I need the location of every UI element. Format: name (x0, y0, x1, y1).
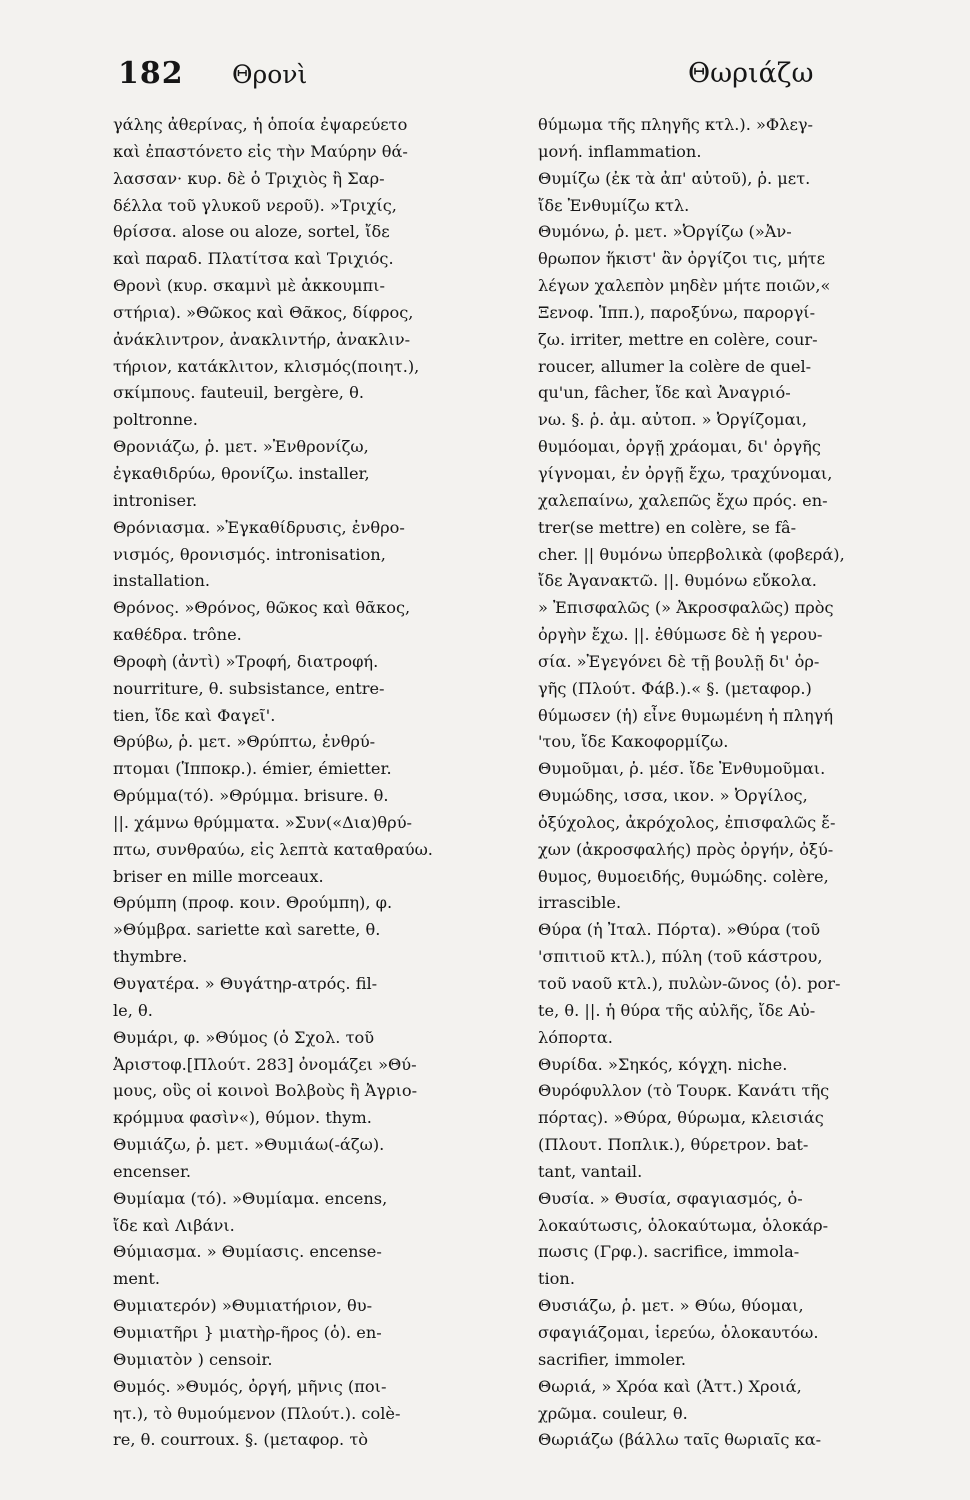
text-line: Θρύμπη (προφ. κοιν. Θρούμπη), φ. (113, 893, 393, 913)
text-line: γίγνομαι, ἐν ὀργῇ ἔχω, τραχύνομαι, (538, 463, 833, 483)
running-head-left: Θρονὶ (232, 60, 308, 89)
text-line: poltronne. (113, 410, 198, 430)
text-line: νισμός, θρονισμός. intronisation, (113, 544, 386, 564)
text-line: Θωριά, » Χρόα καὶ (Ἀττ.) Χροιά, (538, 1376, 802, 1396)
text-line: θυμόομαι, ὀργῇ χράομαι, δι' ὀργῆς (538, 437, 821, 457)
text-line: ment. (113, 1269, 161, 1289)
text-line: καὶ παραδ. Πλατίτσα καὶ Τριχιός. (113, 249, 394, 269)
text-line: πτω, συνθραύω, εἰς λεπτὰ καταθραύω. (113, 839, 433, 859)
text-line: Θυσιάζω, ῥ. μετ. » Θύω, θύομαι, (538, 1296, 804, 1316)
text-line: Ξενοφ. Ἱππ.), παροξύνω, παροργί- (538, 302, 816, 322)
text-line: στήρια). »Θῶκος καὶ Θᾶκος, δίφρος, (113, 302, 414, 322)
text-line: Θύμιασμα. » Θυμίασις. encense- (113, 1242, 382, 1262)
text-line: καὶ ἐπαστόνετο εἰς τὴν Μαύρην θά- (113, 141, 408, 161)
text-line: Θροφὴ (ἀντὶ) »Τροφή, διατροφή. (113, 651, 379, 671)
text-line: Θυμίζω (ἐκ τὰ ἀπ' αὐτοῦ), ῥ. μετ. (538, 168, 811, 188)
text-line: briser en mille morceaux. (113, 866, 324, 886)
text-line: installation. (113, 571, 211, 591)
text-line: le, θ. (113, 1000, 153, 1020)
text-line: ὀξύχολος, ἀκρόχολος, ἐπισφαλῶς ἔ- (538, 812, 836, 832)
text-line: θρωπον ἥκιστ' ἂν ὀργίζοι τις, μήτε (538, 249, 826, 269)
text-line: λοκαύτωσις, ὁλοκαύτωμα, ὁλοκάρ- (538, 1215, 829, 1235)
text-line: χαλεπαίνω, χαλεπῶς ἔχω πρός. en- (538, 490, 828, 510)
text-line: cher. || θυμόνω ὑπερβολικὰ (φοβερά), (538, 544, 845, 564)
text-line: νω. §. ῥ. ἀμ. αὐτοπ. » Ὀργίζομαι, (538, 410, 807, 430)
text-line: πωσις (Γρφ.). sacrifice, immola- (538, 1242, 800, 1262)
text-line: Θυγατέρα. » Θυγάτηρ-ατρός. fil- (113, 974, 378, 993)
text-line: » Ἐπισφαλῶς (» Ἀκροσφαλῶς) πρὸς (538, 598, 834, 618)
text-line: ἴδε καὶ Λιβάνι. (113, 1215, 235, 1235)
text-line: λασσαν· κυρ. δὲ ὁ Τριχιὸς ἢ Σαρ- (113, 168, 385, 188)
page-number: 182 (118, 56, 184, 91)
text-line: (Πλουτ. Ποπλικ.), θύρετρον. bat- (538, 1135, 809, 1155)
text-line: μονή. inflammation. (538, 141, 702, 161)
text-line: σκίμπους. fauteuil, bergère, θ. (113, 383, 364, 403)
text-line: τοῦ ναοῦ κτλ.), πυλὼν-ῶνος (ὁ). por- (538, 974, 841, 993)
text-line: te, θ. ||. ἡ θύρα τῆς αὐλῆς, ἴδε Αὐ- (538, 1000, 816, 1020)
text-line: trer(se mettre) en colère, se fâ- (538, 517, 797, 537)
text-line: γάλης ἀθερίνας, ἡ ὁποία ἐψαρεύετο (113, 115, 408, 134)
text-line: Θυμιατῆρι } μιατὴρ-ῆρος (ὁ). en- (113, 1322, 382, 1342)
text-line: ζω. irriter, mettre en colère, cour- (538, 329, 818, 349)
text-line: Θρονιάζω, ῥ. μετ. »Ἐνθρονίζω, (113, 437, 369, 457)
text-line: τήριον, κατάκλιτον, κλισμός(ποιητ.), (113, 356, 420, 376)
text-line: ||. χάμνω θρύμματα. »Συν(«Δια)θρύ- (113, 812, 413, 832)
text-line: tien, ἴδε καὶ Φαγεῖ'. (113, 705, 276, 725)
text-line: ητ.), τὸ θυμούμενον (Πλούτ.). colè- (113, 1403, 401, 1423)
text-line: »Θύμβρα. sariette καὶ sarette, θ. (113, 920, 381, 940)
text-line: re, θ. courroux. §. (μεταφορ. τὸ (113, 1430, 369, 1450)
text-line: qu'un, fâcher, ἴδε καὶ Ἀναγριό- (538, 383, 791, 403)
text-line: Θρονὶ (κυρ. σκαμνὶ μὲ ἀκκουμπι- (113, 276, 385, 296)
text-line: θύμωμα τῆς πληγῆς κτλ.). »Φλεγ- (538, 115, 813, 134)
text-line: πτομαι (Ἱπποκρ.). émier, émietter. (113, 759, 392, 779)
text-line: Θυσία. » Θυσία, σφαγιασμός, ὁ- (538, 1188, 803, 1208)
text-line: σία. »Ἐγεγόνει δὲ τῇ βουλῇ δι' ὀρ- (538, 651, 820, 671)
running-head-right: Θωριάζω (688, 58, 814, 89)
text-line: Θυμιατερόν) »Θυμιατήριον, θυ- (113, 1296, 373, 1316)
text-line: γῆς (Πλούτ. Φάβ.).« §. (μεταφορ.) (538, 678, 812, 698)
text-line: Θρόνιασμα. »Ἐγκαθίδρυσις, ἐνθρο- (113, 517, 405, 537)
text-line: Ἀριστοφ.[Πλούτ. 283] ὀνομάζει »Θύ- (113, 1054, 417, 1074)
page-header (0, 56, 970, 96)
text-line: Θυμίαμα (τό). »Θυμίαμα. encens, (113, 1188, 388, 1208)
text-line: κρόμμυα φασὶν«), θύμον. thym. (113, 1108, 372, 1128)
text-line: Θρύβω, ῥ. μετ. »Θρύπτω, ἐνθρύ- (113, 732, 376, 752)
text-line: θύμωσεν (ἡ) εἶνε θυμωμένη ἡ πληγή (538, 705, 834, 725)
text-line: ἐγκαθιδρύω, θρονίζω. installer, (113, 463, 370, 483)
text-line: λέγων χαλεπὸν μηδὲν μήτε ποιῶν,« (538, 276, 831, 296)
text-line: Θυμιατὸν ) censoir. (113, 1349, 273, 1369)
text-line: Θύρα (ἡ Ἰταλ. Πόρτα). »Θύρα (τοῦ (538, 920, 821, 940)
text-line: Θυρόφυλλον (τὸ Τουρκ. Κανάτι τῆς (538, 1081, 830, 1101)
text-line: Θυρίδα. »Σηκός, κόγχη. niche. (538, 1054, 788, 1074)
text-line: ἴδε Ἀγανακτῶ. ||. θυμόνω εὔκολα. (538, 571, 817, 591)
text-line: 'σπιτιοῦ κτλ.), πύλη (τοῦ κάστρου, (538, 947, 823, 967)
text-line: λόπορτα. (538, 1027, 613, 1047)
text-line: ἀνάκλιντρον, ἀνακλιντήρ, ἀνακλιν- (113, 329, 411, 349)
text-line: Θυμοῦμαι, ῥ. μέσ. ἴδε Ἐνθυμοῦμαι. (538, 759, 826, 779)
text-line: θρίσσα. alose ou aloze, sortel, ἴδε (113, 222, 390, 242)
text-line: introniser. (113, 490, 198, 510)
text-line: Θωριάζω (βάλλω ταῖς θωριαῖς κα- (538, 1430, 822, 1450)
text-line: roucer, allumer la colère de quel- (538, 356, 812, 376)
text-line: encenser. (113, 1161, 192, 1181)
text-line: thymbre. (113, 947, 188, 967)
text-line: χρῶμα. couleur, θ. (538, 1403, 688, 1423)
text-line: χων (ἀκροσφαλής) πρὸς ὀργήν, ὀξύ- (538, 839, 834, 859)
text-line: ἴδε Ἐνθυμίζω κτλ. (538, 195, 690, 215)
left-column (113, 112, 511, 1454)
text-line: καθέδρα. trône. (113, 625, 242, 645)
text-line: πόρτας). »Θύρα, θύρωμα, κλεισιάς (538, 1108, 824, 1128)
right-column (538, 112, 943, 1454)
text-line: δέλλα τοῦ γλυκοῦ νεροῦ). »Τριχίς, (113, 195, 397, 215)
text-line: irrascible. (538, 893, 622, 913)
text-line: ὀργὴν ἔχω. ||. ἐθύμωσε δὲ ἡ γερου- (538, 625, 823, 645)
text-line: Θυμιάζω, ῥ. μετ. »Θυμιάω(-άζω). (113, 1135, 385, 1155)
text-line: 'του, ἴδε Κακοφορμίζω. (538, 732, 729, 752)
text-line: σφαγιάζομαι, ἱερεύω, ὁλοκαυτόω. (538, 1322, 819, 1342)
text-line: Θυμόνω, ῥ. μετ. »Ὀργίζω (»Ἀν- (538, 222, 792, 242)
text-line: θυμος, θυμοειδής, θυμώδης. colère, (538, 866, 829, 886)
text-line: Θυμός. »Θυμός, ὀργή, μῆνις (ποι- (113, 1376, 387, 1396)
text-line: nourriture, θ. subsistance, entre- (113, 678, 385, 698)
text-line: Θυμώδης, ισσα, ικον. » Ὀργίλος, (538, 786, 808, 806)
text-line: μους, οὓς οἱ κοινοὶ Βολβοὺς ἢ Ἀγριο- (113, 1081, 418, 1101)
text-line: tion. (538, 1269, 575, 1289)
text-line: Θρύμμα(τό). »Θρύμμα. brisure. θ. (113, 786, 389, 806)
text-line: tant, vantail. (538, 1161, 643, 1181)
text-line: Θυμάρι, φ. »Θύμος (ὁ Σχολ. τοῦ (113, 1027, 375, 1047)
text-line: sacrifier, immoler. (538, 1349, 687, 1369)
text-line: Θρόνος. »Θρόνος, θῶκος καὶ θᾶκος, (113, 598, 411, 618)
